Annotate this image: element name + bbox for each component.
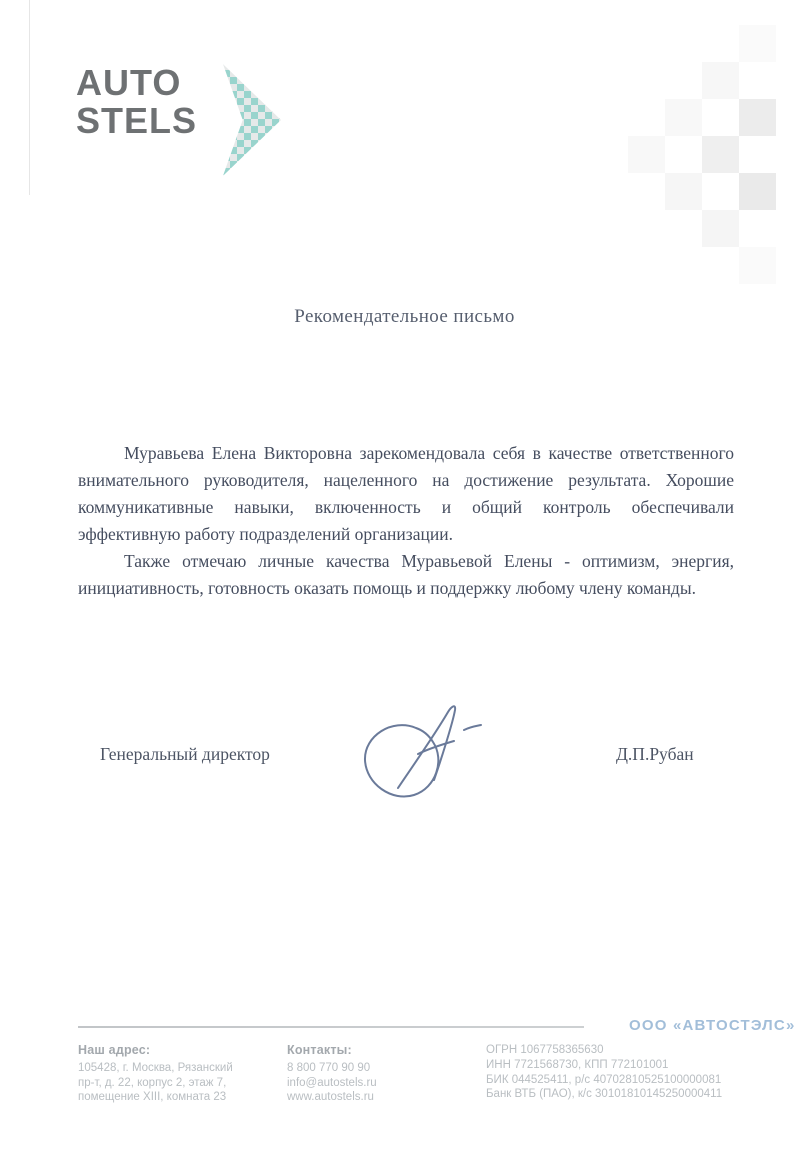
contacts-heading: Контакты: bbox=[287, 1043, 352, 1057]
contact-website: www.autostels.ru bbox=[287, 1091, 374, 1103]
watermark-square bbox=[739, 25, 776, 62]
requisite-bank: Банк ВТБ (ПАО), к/с 30101810145250000411 bbox=[486, 1088, 723, 1101]
footer-contacts-block bbox=[287, 1043, 467, 1105]
signer-position: Генеральный директор bbox=[100, 744, 270, 764]
watermark-square bbox=[702, 210, 739, 247]
footer-address-block bbox=[78, 1043, 278, 1105]
document-title: Рекомендательное письмо bbox=[294, 306, 515, 327]
contact-phone: 8 800 770 90 90 bbox=[287, 1062, 371, 1074]
requisite-ogrn: ОГРН 1067758365630 bbox=[486, 1044, 604, 1056]
watermark-square bbox=[739, 99, 776, 136]
signer-name: Д.П.Рубан bbox=[616, 744, 694, 764]
watermark-square bbox=[665, 173, 702, 210]
company-logo bbox=[76, 64, 197, 140]
watermark-square bbox=[702, 62, 739, 99]
watermark-square bbox=[628, 136, 665, 173]
watermark-square bbox=[739, 173, 776, 210]
scan-artifact-line bbox=[29, 0, 30, 195]
address-line: 105428, г. Москва, Рязанский bbox=[78, 1062, 233, 1074]
letter-body bbox=[78, 440, 734, 602]
watermark-square bbox=[702, 136, 739, 173]
footer-requisites-block bbox=[486, 1043, 786, 1102]
handwritten-signature bbox=[352, 698, 507, 806]
address-line: пр-т, д. 22, корпус 2, этаж 7, bbox=[78, 1076, 227, 1089]
footer-divider bbox=[78, 1026, 584, 1028]
address-line: помещение XIII, комната 23 bbox=[78, 1091, 227, 1103]
letter-paragraph-2: Также отмечаю личные качества Муравьевой Елены - оптимизм, энергия, инициативность, готовность оказать помощь и поддержку любому члену команды. bbox=[78, 551, 734, 598]
requisite-inn-kpp: ИНН 7721568730, КПП 772101001 bbox=[486, 1058, 669, 1071]
watermark-square bbox=[665, 99, 702, 136]
requisite-bik-account: БИК 044525411, р/с 40702810525100000081 bbox=[486, 1073, 722, 1086]
address-heading: Наш адрес: bbox=[78, 1043, 151, 1057]
logo-checker-arrow-icon bbox=[223, 63, 281, 177]
contact-email: info@autostels.ru bbox=[287, 1076, 377, 1089]
footer-company-name: ООО «АВТОСТЭЛС» bbox=[629, 1017, 796, 1034]
logo-text-line1: AUTO bbox=[76, 62, 182, 103]
letter-paragraph-1: Муравьева Елена Викторовна зарекомендовала себя в качестве ответственного внимательного руководителя, нацеленного на достижение результата. Хорошие коммуникативные навыки, включенность и общий контроль обеспечивали эффективную работу подразделений организации. bbox=[78, 443, 734, 544]
logo-text-line2: STELS bbox=[76, 100, 198, 141]
watermark-square bbox=[739, 247, 776, 284]
